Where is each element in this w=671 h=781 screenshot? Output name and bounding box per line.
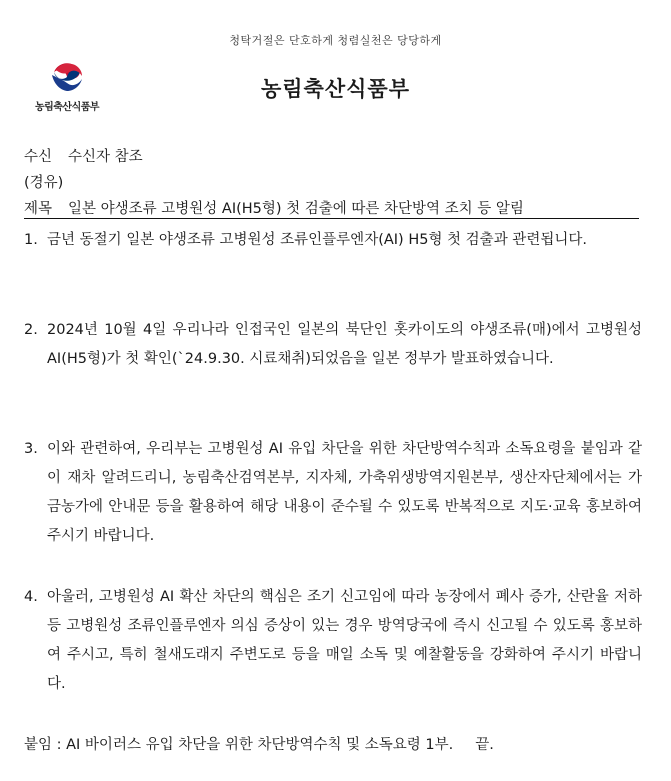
recipient-line: [24, 144, 639, 170]
via-line: (경유): [24, 175, 64, 191]
ministry-title: 농림축산식품부: [260, 77, 410, 101]
item-number: 3.: [24, 441, 38, 457]
logo-text: 농림축산식품부: [34, 102, 100, 113]
recipient-label: 수신: [24, 149, 53, 165]
item-number: 4.: [24, 589, 38, 605]
list-item: [24, 226, 642, 255]
slogan: 청탁거절은 단호하게 청렴실천은 당당하게: [229, 34, 442, 47]
item-text: 아울러, 고병원성 AI 확산 차단의 핵심은 조기 신고임에 따라 농장에서 폐사 증가, 산란율 저하 등 고병원성 조류인플루엔자 의심 증상이 있는 경우 방역당국에 즉시 신고될 수 있도록 홍보하여 주시고, 특히 철새도래지 주변도로 등을 매일 소독 및 예찰활동을 강화하여 주시기 바랍니다.: [47, 589, 642, 692]
subject-label: 제목: [24, 201, 53, 217]
end-mark: 끝.: [475, 737, 494, 753]
item-text: 2024년 10월 4일 우리나라 인접국인 일본의 북단인 홋카이도의 야생조류(매)에서 고병원성 AI(H5형)가 첫 확인(`24.9.30. 시료채취)되었음을 일본 정부가 발표하였습니다.: [47, 322, 642, 367]
list-item: [24, 435, 642, 551]
attachment-label: 붙임 :: [24, 737, 62, 753]
item-text: 이와 관련하여, 우리부는 고병원성 AI 유입 차단을 위한 차단방역수칙과 소독요령을 붙임과 같이 재차 알려드리니, 농림축산검역본부, 지자체, 가축위생방역지원본부, 생산자단체에서는 가금농가에 안내문 등을 활용하여 해당 내용이 준수될 수 있도록 반복적으로 지도·교육 홍보하여 주시기 바랍니다.: [47, 441, 642, 544]
item-text: 금년 동절기 일본 야생조류 고병원성 조류인플루엔자(AI) H5형 첫 검출과 관련됩니다.: [47, 232, 587, 248]
recipient-value: 수신자 참조: [68, 149, 143, 165]
item-number: 1.: [24, 232, 38, 248]
list-item: [24, 316, 642, 374]
document-header: [24, 144, 639, 222]
attachment-line: [24, 732, 494, 758]
subject-value: 일본 야생조류 고병원성 AI(H5형) 첫 검출에 따른 차단방역 조치 등 알림: [68, 201, 524, 217]
list-item: [24, 583, 642, 699]
attachment-text: AI 바이러스 유입 차단을 위한 차단방역수칙 및 소독요령 1부.: [66, 737, 454, 753]
subject-divider: [24, 218, 639, 219]
item-number: 2.: [24, 322, 38, 338]
